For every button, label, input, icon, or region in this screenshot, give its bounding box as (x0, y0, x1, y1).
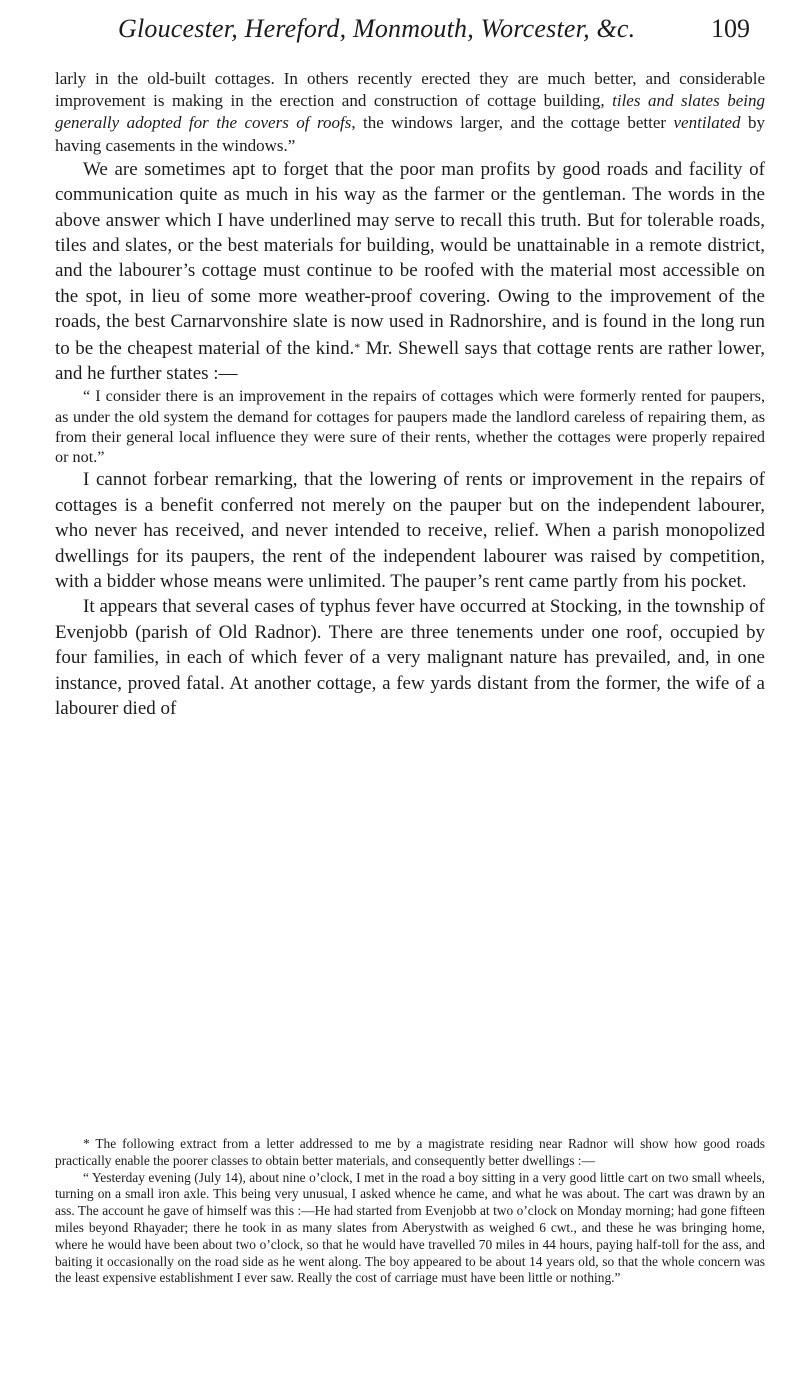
main-text (55, 68, 765, 721)
text-run: larly in the old-built cottages. In others recently erected they are much better, and considerable improvement is making in the erection and construction of cottage building, (55, 69, 765, 111)
paragraph-rents: I cannot forbear remarking, that the lowering of rents or improvement in the repairs of cottages is a benefit conferred not merely on the pauper but on the independent labourer, who never has received, and never intended to receive, relief. When a parish monopolized dwellings for its paupers, the rent of the independent labourer was raised by competition, with a bidder whose means were unlimited. The pauper’s rent came partly from his pocket. (55, 469, 765, 592)
footnote-quote: “ Yesterday evening (July 14), about nine o’clock, I met in the road a boy sitting in a very good little cart on two small wheels, turning on a small iron axle. This being very unusual, I asked whence he came, and what he was about. The cart was drawn by an ass. The account he gave of himself was this :—He had started from Evenjobb at two o’clock on Monday morning; had gone fifteen miles beyond Rhayader; there he took in as many slates from Aberystwith as weighed 6 cwt., and these he was bringing home, where he would have been about two o’clock, so that he would have travelled 70 miles in 44 hours, paying half-toll for the ass, and baiting it occasionally on the road side as he went along. The boy appeared to be about 14 years old, so that the whole concern was the least expensive establishment I ever saw. Really the cost of carriage must have been little or nothing.” (55, 1169, 765, 1286)
footnote-intro: * The following extract from a letter addressed to me by a magistrate residing near Radnor will show how good roads practically enable the poorer classes to obtain better materials, and consequently better dwellings :— (55, 1136, 765, 1168)
footnote (55, 1136, 765, 1287)
page-header (110, 14, 750, 54)
italic-run: ventilated (673, 113, 741, 133)
block-quote: “ I consider there is an improvement in the repairs of cottages which were formerly rented for paupers, as under the old system the demand for cottages for paupers made the landlord careless of repairing them, as from their general local influence they were sure of their rents, whether the cottages were properly repaired or not.” (55, 387, 765, 467)
text-run: We are sometimes apt to forget that the poor man profits by good roads and facility of communication quite as much in his way as the farmer or the gentleman. The words in the above answer which I have underlined may serve to recall this truth. But for tolerable roads, tiles and slates, or the best materials for building, would be unattainable in a remote district, and the labourer’s cottage must continue to be roofed with the material most accessible on the spot, in lieu of some more weather-proof covering. Owing to the improvement of the roads, the best Carnarvonshire slate is now used in Radnorshire, and is found in the long run to be the cheapest material of the kind. (55, 158, 765, 359)
text-run: by having casements in the windows.” (55, 113, 766, 155)
paragraph-continued (55, 68, 765, 157)
paragraph-roads (55, 157, 765, 387)
text-run: , the windows larger, and the cottage better (351, 113, 674, 133)
paragraph-typhus: It appears that several cases of typhus fever have occurred at Stocking, in the township of Evenjobb (parish of Old Radnor). There are three tenements under one roof, occupied by four families, in each of which fever of a very malignant nature has prevailed, and, in one instance, proved fatal. At another cottage, a few yards distant from the former, the wife of a labourer died of (55, 596, 765, 719)
italic-run: tiles and slates being generally adopted for the covers of roofs (55, 91, 765, 133)
text-run: Mr. Shewell says that cottage rents are rather lower, and he further states :— (55, 337, 765, 385)
running-title: Gloucester, Hereford, Monmouth, Worcester, &c. (118, 14, 636, 43)
page-number: 109 (711, 14, 750, 43)
footnote-reference: * (354, 339, 361, 354)
